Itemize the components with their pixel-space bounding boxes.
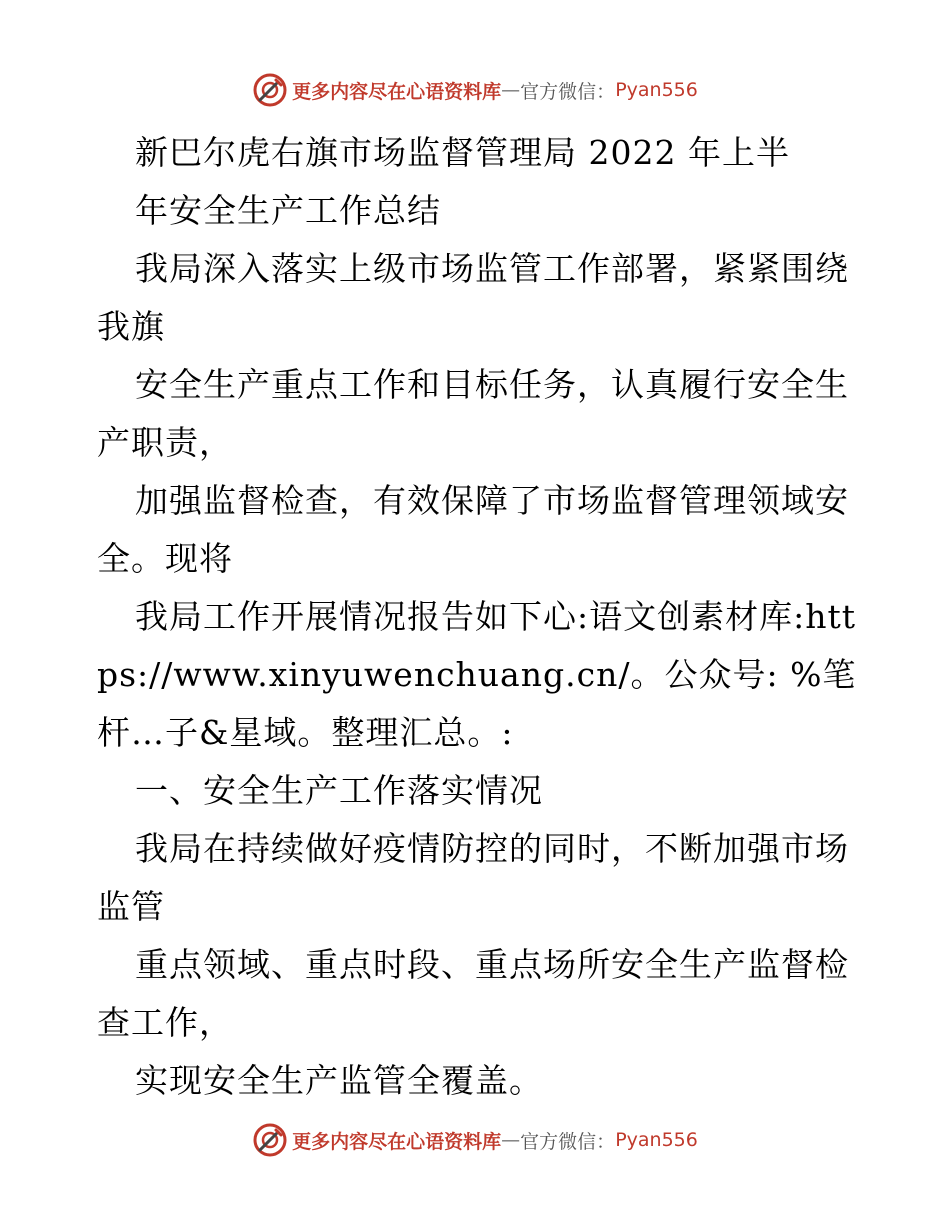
document-body [97, 124, 857, 1110]
paragraph: 加强监督检查，有效保障了市场监督管理领域安全。现将 [97, 481, 849, 578]
brand-logo-icon [252, 72, 288, 108]
paragraph: 实现安全生产监管全覆盖。 [135, 1061, 543, 1100]
brand-logo-icon [252, 1122, 288, 1158]
banner-text: 更多内容尽在心语资料库 [292, 80, 502, 103]
paragraph: 重点领域、重点时段、重点场所安全生产监督检查工作， [97, 945, 849, 1042]
document-title-line-1: 新巴尔虎右旗市场监督管理局 2022 年上半 [135, 133, 790, 172]
banner-label: 官方微信： [520, 80, 616, 103]
document-title-line-2: 年安全生产工作总结 [135, 191, 441, 230]
banner-dash: — [501, 79, 521, 101]
banner-dash: — [501, 1129, 521, 1151]
banner-text: 更多内容尽在心语资料库 [292, 1130, 502, 1153]
section-heading: 一、安全生产工作落实情况 [135, 771, 543, 810]
paragraph: 我局工作开展情况报告如下心:语文创素材库:https://www.xinyuwenchuang.cn/。公众号: %笔杆…子&星域。整理汇总。: [97, 597, 857, 752]
header-banner [0, 70, 950, 110]
paragraph: 我局深入落实上级市场监管工作部署，紧紧围绕我旗 [97, 249, 849, 346]
banner-wechat-id: Pyan556 [615, 79, 698, 101]
banner-wechat-id: Pyan556 [615, 1129, 698, 1151]
paragraph: 安全生产重点工作和目标任务，认真履行安全生产职责， [97, 365, 849, 462]
paragraph: 我局在持续做好疫情防控的同时，不断加强市场监管 [97, 829, 849, 926]
footer-banner [0, 1120, 950, 1160]
banner-label: 官方微信： [520, 1130, 616, 1153]
